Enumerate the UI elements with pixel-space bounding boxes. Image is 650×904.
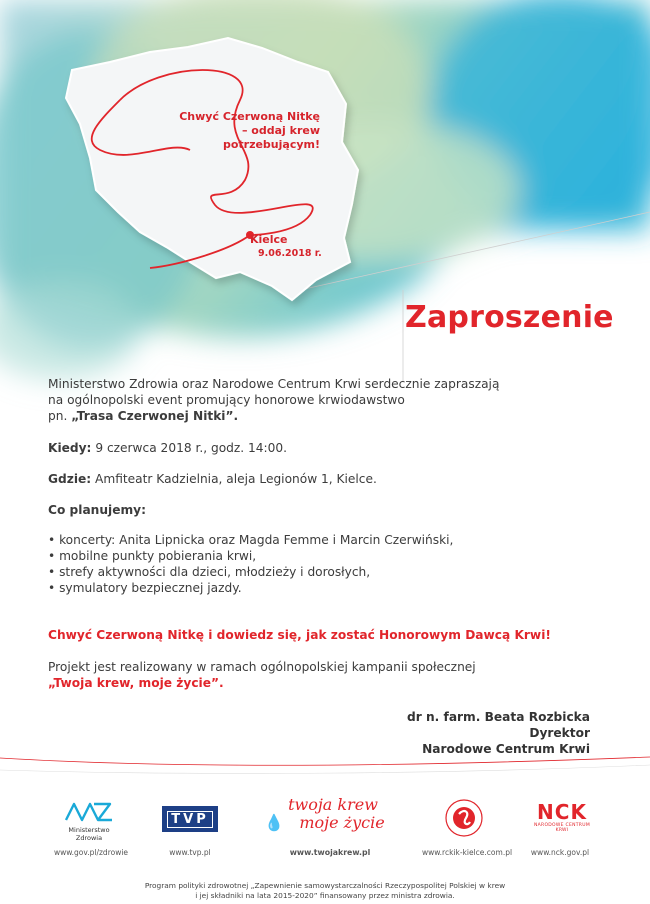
plans-list <box>48 532 453 596</box>
signatory-name: dr n. farm. Beata Rozbicka <box>406 710 590 724</box>
footer-note <box>80 881 570 901</box>
ministry-logo-icon <box>64 800 114 822</box>
map-city-label <box>250 233 322 261</box>
map-slogan <box>170 110 320 152</box>
rckik-logo-icon <box>442 798 486 838</box>
list-item: • strefy aktywności dla dzieci, młodzieży i dorosłych, <box>48 565 371 579</box>
when-label: Kiedy: <box>48 441 92 455</box>
list-item: • mobilne punkty pobierania krwi, <box>48 549 257 563</box>
twojakrew-url[interactable]: www.twojakrew.pl <box>289 848 371 857</box>
project-line: Projekt jest realizowany w ramach ogólnopolskiej kampanii społecznej <box>48 660 476 674</box>
tvp-url[interactable]: www.tvp.pl <box>169 848 211 857</box>
ministry-url[interactable]: www.gov.pl/zdrowie <box>53 848 129 857</box>
callout-text: Chwyć Czerwoną Nitkę i dowiedz się, jak zostać Honorowym Dawcą Krwi! <box>48 628 551 642</box>
where-value: Amfiteatr Kadzielnia, aleja Legionów 1, Kielce. <box>95 472 377 486</box>
tvp-logo <box>162 806 218 832</box>
nck-url[interactable]: www.nck.gov.pl <box>530 848 590 857</box>
nck-caption: NCK <box>537 800 587 824</box>
signatory-org: Narodowe Centrum Krwi <box>422 742 590 756</box>
signatory-role: Dyrektor <box>529 726 590 740</box>
tvp-caption: TVP <box>167 811 212 828</box>
slogan-line-2: – oddaj krew <box>241 124 320 137</box>
twojakrew-logo <box>258 796 408 832</box>
signature-block <box>407 709 590 757</box>
list-item: • koncerty: Anita Lipnicka oraz Magda Femme i Marcin Czerwiński, <box>48 533 454 547</box>
campaign-name: „Twoja krew, moje życie”. <box>48 676 224 690</box>
twojakrew-line-2-wrap <box>258 814 408 832</box>
intro-line-2: na ogólnopolski event promujący honorowe krwiodawstwo <box>48 393 405 407</box>
nck-logo <box>532 801 592 833</box>
twojakrew-line-2: moje życie <box>299 813 385 832</box>
rckik-url[interactable]: www.rckik-kielce.com.pl <box>421 848 513 857</box>
page-title: Zaproszenie <box>405 300 614 335</box>
where-label: Gdzie: <box>48 472 92 486</box>
intro-paragraph <box>48 376 499 424</box>
when-line <box>48 440 287 456</box>
plans-label: Co planujemy: <box>48 503 146 517</box>
slogan-line-3: potrzebującym! <box>222 138 320 151</box>
twojakrew-line-1: twoja krew <box>288 795 378 814</box>
footer-line-1: Program polityki zdrowotnej „Zapewnienie samowystarczalności Rzeczypospolitej Polskiej w krew <box>144 881 506 890</box>
list-item: • symulatory bezpiecznej jazdy. <box>48 581 242 595</box>
intro-line-3: pn. „Trasa Czerwonej Nitki”. <box>48 409 239 423</box>
where-line <box>48 471 377 487</box>
ministry-caption: Ministerstwo Zdrowia <box>68 826 110 842</box>
event-name: „Trasa Czerwonej Nitki”. <box>71 409 239 423</box>
intro-line-1: Ministerstwo Zdrowia oraz Narodowe Centrum Krwi serdecznie zapraszają <box>48 377 500 391</box>
ministry-logo <box>58 800 120 842</box>
footer-line-2: i jej składniki na lata 2015-2020” finansowany przez ministra zdrowia. <box>195 891 455 900</box>
slogan-line-1: Chwyć Czerwoną Nitkę <box>179 110 320 123</box>
rckik-logo <box>442 798 486 838</box>
blood-drop-icon: 💧 <box>264 813 284 832</box>
project-paragraph <box>48 659 476 691</box>
event-date: 9.06.2018 r. <box>258 248 322 259</box>
nck-subcaption: NARODOWE CENTRUM KRWI <box>533 823 591 833</box>
city-name: Kielce <box>250 233 288 246</box>
when-value: 9 czerwca 2018 r., godz. 14:00. <box>95 441 288 455</box>
